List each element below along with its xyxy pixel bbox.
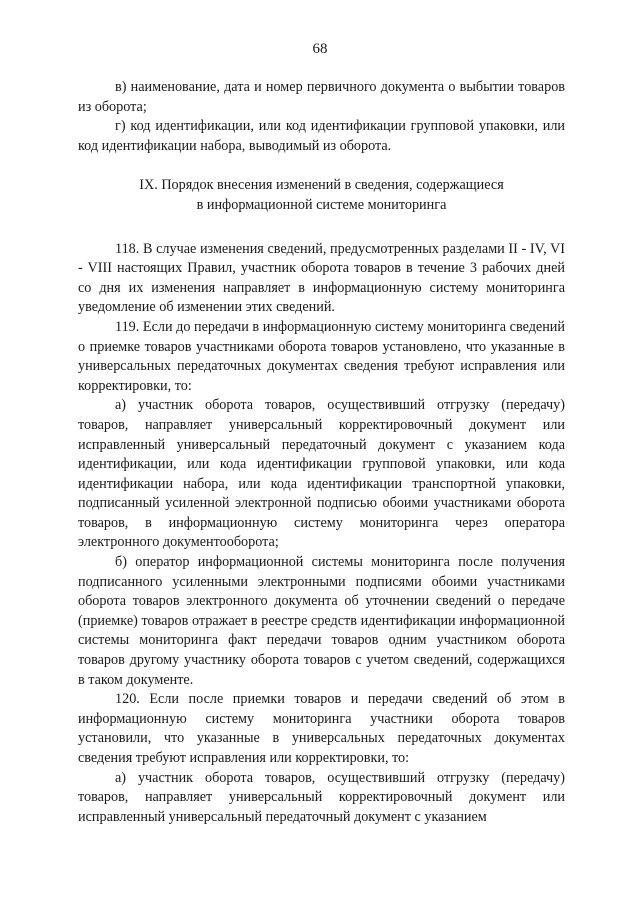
page-number: 68 [312, 41, 328, 57]
section-heading-line-1: IX. Порядок внесения изменений в сведения, содержащиеся [139, 177, 504, 194]
paragraph-item-v: в) наименование, дата и номер первичного документа о выбытии товаров из оборота; [78, 79, 565, 115]
paragraph-item-g: г) код идентификации, или код идентификации групповой упаковки, или код идентификации набора, выводимый из оборота. [78, 118, 565, 154]
paragraph-119-a: а) участник оборота товаров, осуществивший отгрузку (передачу) товаров, направляет универсальный корректировочный документ или исправленный универсальный передаточный документ с указанием кода идентификации, или кода идентификации групповой упаковки, или кода идентификации набора, или кода идентификации транспортной упаковки, подписанный усиленной электронной подписью обоими участниками оборота товаров, в информационную систему мониторинга через оператора электронного документооборота; [78, 397, 565, 551]
paragraph-119: 119. Если до передачи в информационную систему мониторинга сведений о приемке товаров участниками оборота товаров установлено, что указанные в универсальных передаточных документах сведения требуют исправления или корректировки, то: [78, 318, 565, 394]
paragraph-120-a: а) участник оборота товаров, осуществивший отгрузку (передачу) товаров, направляет универсальный корректировочный документ или исправленный универсальный передаточный документ с указанием [78, 769, 565, 825]
section-heading-line-2: в информационной системе мониторинга [196, 196, 447, 213]
paragraph-118: 118. В случае изменения сведений, предусмотренных разделами II - IV, VI - VIII настоящих Правил, участник оборота товаров в течение 3 рабочих дней со дня их изменения направляет в информационную систему мониторинга уведомление об изменении этих сведений. [78, 240, 565, 316]
section-heading [78, 176, 565, 215]
paragraph-119-b: б) оператор информационной системы мониторинга после получения подписанного усиленными электронными подписями обоими участниками оборота товаров электронного документа об уточнении сведений о передаче (приемке) товаров отражает в реестре средств идентификации информационной системы мониторинга факт передачи товаров одним участником оборота товаров другому участнику оборота товаров с учетом сведений, содержащихся в таком документе. [78, 554, 565, 688]
paragraph-120: 120. Если после приемки товаров и передачи сведений об этом в информационную систему мониторинга участники оборота товаров установили, что указанные в универсальных передаточных документах сведения требуют исправления или корректировки, то: [78, 691, 565, 766]
document-body [78, 78, 565, 827]
